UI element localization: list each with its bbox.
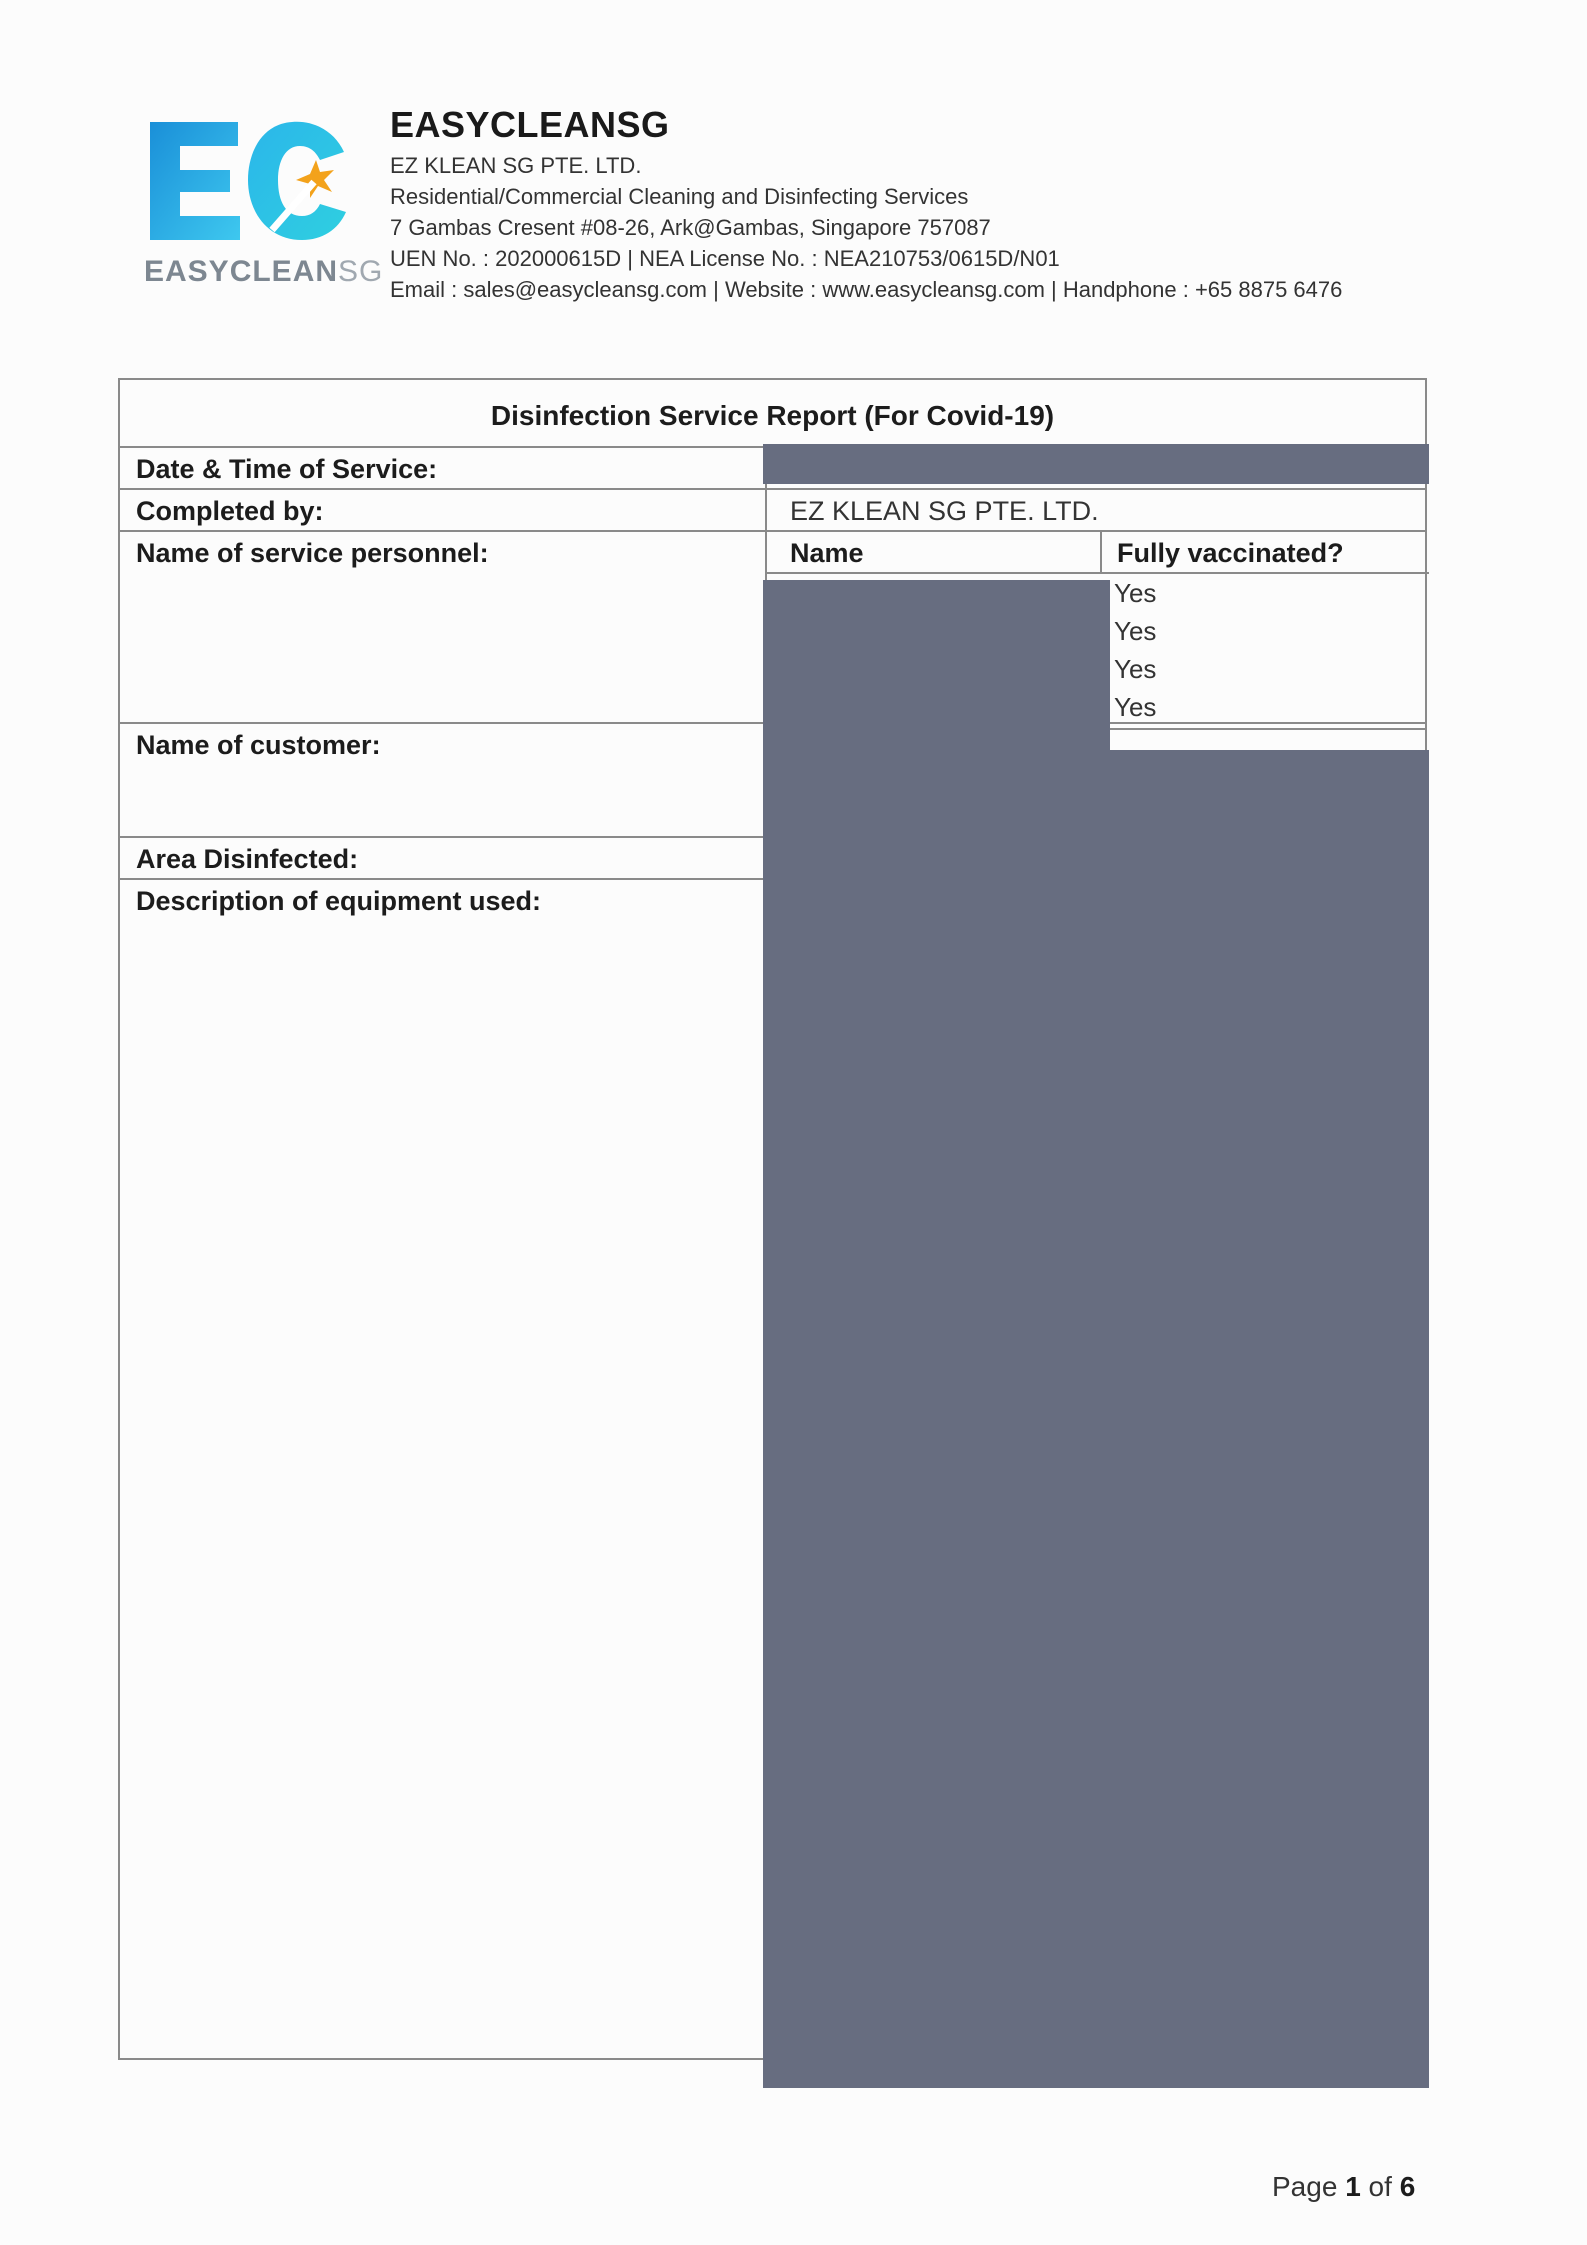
company-logo xyxy=(144,112,384,292)
personnel-header-divider xyxy=(765,572,1429,574)
customer-label: Name of customer: xyxy=(136,730,381,760)
personnel-column-divider xyxy=(1100,532,1102,572)
redaction-details xyxy=(763,750,1429,2088)
date-label: Date & Time of Service: xyxy=(136,454,438,484)
company-legal-name: EZ KLEAN SG PTE. LTD. xyxy=(390,153,642,178)
completed-value: EZ KLEAN SG PTE. LTD. xyxy=(790,496,1099,526)
equipment-label: Description of equipment used: xyxy=(136,886,542,916)
redaction-date xyxy=(763,444,1429,484)
vaccinated-bottom-divider xyxy=(1110,728,1427,730)
company-info xyxy=(390,104,1342,305)
completed-row xyxy=(120,490,1425,532)
logo-wordmark: EASYCLEANSG xyxy=(144,255,384,288)
personnel-label: Name of service personnel: xyxy=(136,538,489,568)
report-title: Disinfection Service Report (For Covid-19) xyxy=(490,400,1055,431)
page-number: Page 1 of 6 xyxy=(1272,2171,1416,2202)
company-contact: Email : sales@easycleansg.com | Website : www.easycleansg.com | Handphone : +65 8875 6476 xyxy=(390,277,1343,302)
vaccinated-value-3: Yes xyxy=(1114,654,1157,684)
vaccinated-value-1: Yes xyxy=(1114,578,1157,608)
vaccinated-value-2: Yes xyxy=(1114,616,1157,646)
report-title-row xyxy=(120,380,1425,448)
company-name: EASYCLEANSG xyxy=(390,104,670,145)
company-services: Residential/Commercial Cleaning and Disinfecting Services xyxy=(390,184,969,209)
area-label: Area Disinfected: xyxy=(136,844,359,874)
personnel-name-header: Name xyxy=(790,538,864,568)
completed-label: Completed by: xyxy=(136,496,324,526)
vaccinated-header: Fully vaccinated? xyxy=(1117,538,1344,568)
redaction-personnel xyxy=(763,580,1110,750)
ec-logo-icon xyxy=(144,112,359,252)
company-registration: UEN No. : 202000615D | NEA License No. : NEA210753/0615D/N01 xyxy=(390,246,1060,271)
company-address: 7 Gambas Cresent #08-26, Ark@Gambas, Singapore 757087 xyxy=(390,215,991,240)
vaccinated-value-4: Yes xyxy=(1114,692,1157,722)
